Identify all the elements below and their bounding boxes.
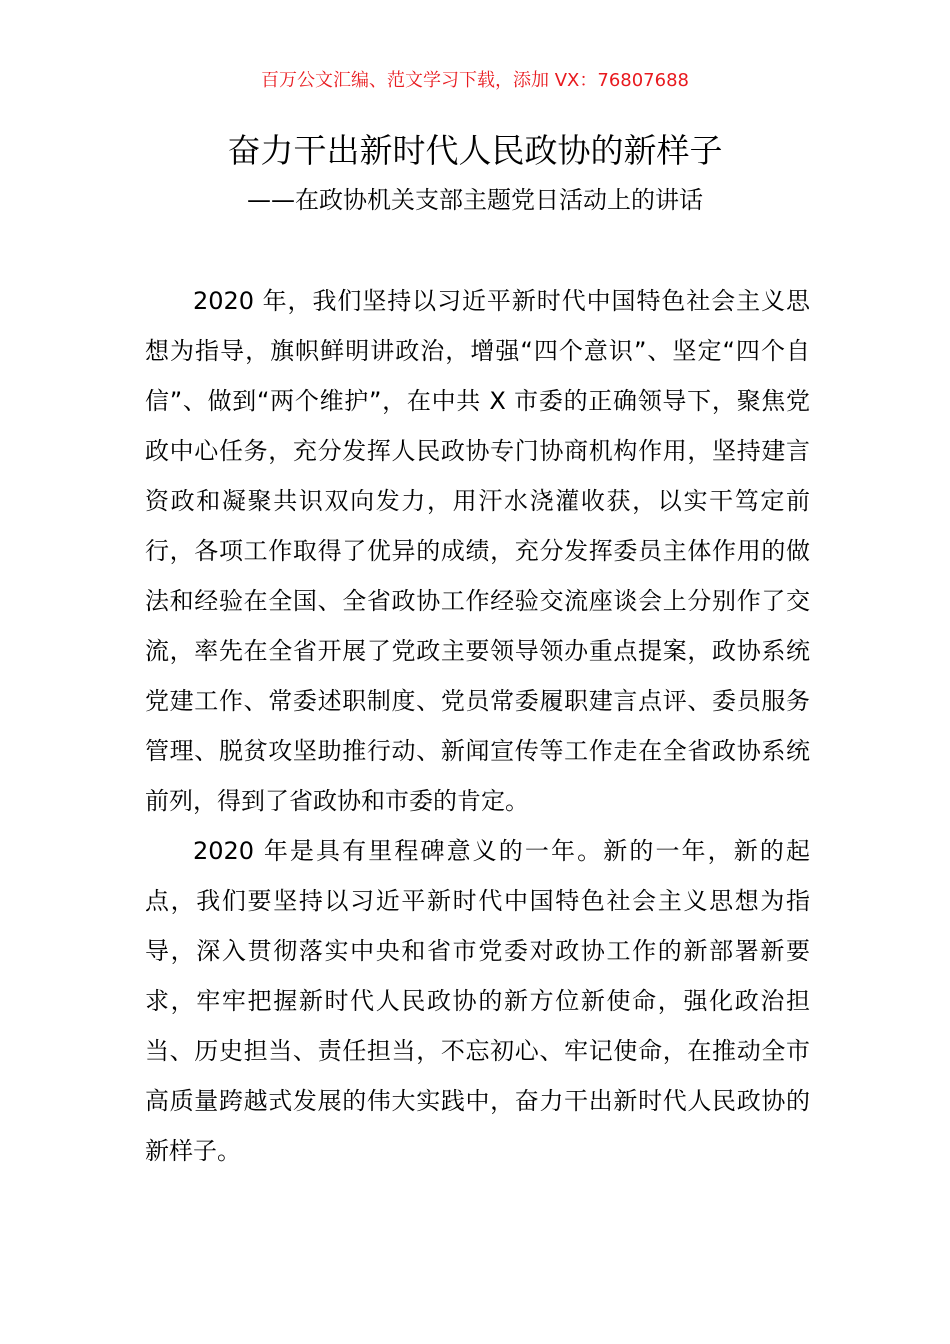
paragraph: 2020 年，我们坚持以习近平新时代中国特色社会主义思想为指导，旗帜鲜明讲政治，增强“四个意识”、坚定“四个自信”、做到“两个维护”，在中共 X 市委的正确领导下，聚焦党政中心任务，充分发挥人民政协专门协商机构作用，坚持建言资政和凝聚共识双向发力，用汗水浇灌收获，以实干笃定前行，各项工作取得了优异的成绩，充分发挥委员主体作用的做法和经验在全国、全省政协工作经验交流座谈会上分别作了交流，率先在全省开展了党政主要领导领办重点提案，政协系统党建工作、常委述职制度、党员常委履职建言点评、委员服务管理、脱贫攻坚助推行动、新闻宣传等工作走在全省政协系统前列，得到了省政协和市委的肯定。 xyxy=(145,287,810,815)
header-watermark-note: 百万公文汇编、范文学习下载，添加 VX：76807688 xyxy=(261,70,689,91)
page-subtitle: ——在政协机关支部主题党日活动上的讲话 xyxy=(247,186,703,214)
page-title: 奋力干出新时代人民政协的新样子 xyxy=(227,131,723,170)
document-body xyxy=(145,276,810,1176)
paragraph: 2020 年是具有里程碑意义的一年。新的一年，新的起点，我们要坚持以习近平新时代中国特色社会主义思想为指导，深入贯彻落实中央和省市党委对政协工作的新部署新要求，牢牢把握新时代人民政协的新方位新使命，强化政治担当、历史担当、责任担当，不忘初心、牢记使命，在推动全市高质量跨越式发展的伟大实践中，奋力干出新时代人民政协的新样子。 xyxy=(145,837,810,1165)
